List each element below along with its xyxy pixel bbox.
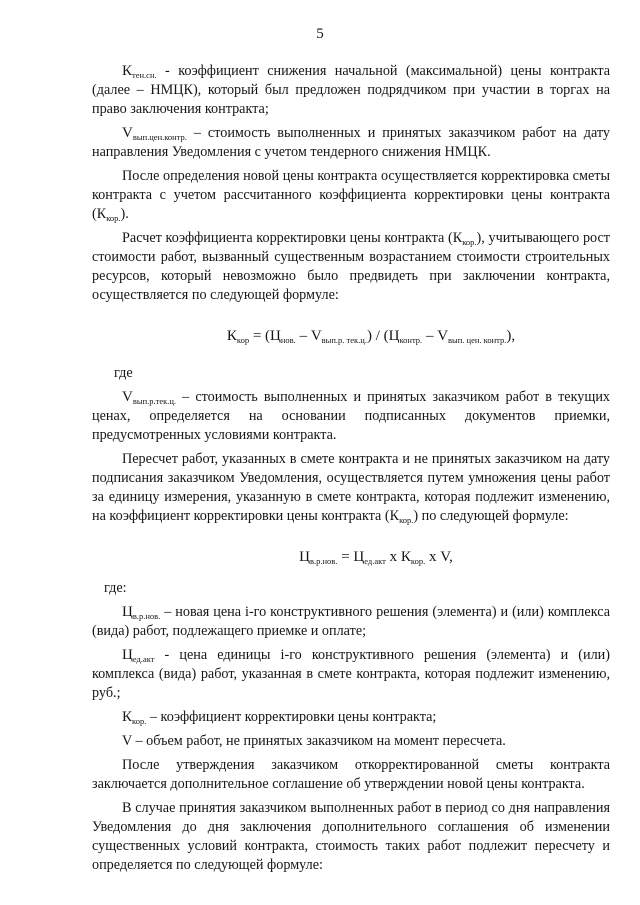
page-number: 5 <box>316 26 324 42</box>
formula-part: = (Ц <box>249 328 281 344</box>
subscript: вып.цен.контр. <box>132 132 187 142</box>
paragraph-price-correction <box>92 167 610 224</box>
formula-lhs: Ц <box>299 549 310 565</box>
subscript: кор. <box>399 515 414 525</box>
formula-sub: в.р.нов. <box>309 556 338 566</box>
paragraph-text-end: ) по следующей формуле: <box>413 508 569 524</box>
formula-part: ) / (Ц <box>366 328 400 344</box>
formula-sub: нов. <box>280 335 296 345</box>
paragraph-recalculation <box>92 450 610 526</box>
definition-c-vr-nov <box>92 603 610 641</box>
where-label: где <box>114 365 133 381</box>
paragraph-text-end: ). <box>120 206 129 222</box>
paragraph-text: – новая цена i-го конструктивного решения (элемента) и (или) комплекса (вида) работ, подлежащего приемке и оплате; <box>92 604 610 639</box>
formula-part: – V <box>295 328 322 344</box>
symbol: V <box>122 125 133 141</box>
subscript: кор. <box>106 213 121 223</box>
formula-sub: кор <box>236 335 250 345</box>
paragraph-text: – коэффициент корректировки цены контракта; <box>146 709 437 725</box>
paragraph-text: – стоимость выполненных и принятых заказчиком работ на дату направления Уведомления с учетом тендерного снижения НМЦК. <box>92 125 610 160</box>
paragraph-additional-agreement: После утверждения заказчиком откорректированной сметы контракта заключается дополнительное соглашение об утверждении новой цены контракта. <box>92 757 610 792</box>
symbol: V <box>122 389 133 405</box>
paragraph-text: После определения новой цены контракта осуществляется корректировка сметы контракта с учетом рассчитанного коэффициента корректировки цены контракта (К <box>92 168 610 222</box>
paragraph-v-vyp-r-tek <box>92 388 610 445</box>
formula-part: х К <box>385 549 411 565</box>
subscript: кор. <box>132 716 147 726</box>
document-body <box>92 62 610 875</box>
subscript: в.р.нов. <box>132 611 161 621</box>
formula-part: = Ц <box>337 549 365 565</box>
paragraph-accepted-works: В случае принятия заказчиком выполненных работ в период со дня направления Уведомления до дня заключения дополнительного соглашения об изменении существенных условий контракта, стоимость таких работ подлежит пересчету и определяется по следующей формуле: <box>92 800 610 873</box>
formula-part: – V <box>422 328 449 344</box>
symbol: К <box>122 63 133 79</box>
subscript: ед.акт <box>132 654 155 664</box>
formula-part: ), <box>506 328 516 344</box>
paragraph-coefficient-calc <box>92 229 610 305</box>
formula-sub: вып.р. тек.ц. <box>321 335 367 345</box>
formula-c-vr-nov <box>92 548 610 567</box>
formula-k-kor <box>92 327 610 346</box>
subscript: вып.р.тек.ц. <box>132 396 177 406</box>
paragraph-v-vyp-cen-kontr <box>92 124 610 162</box>
formula-lhs: К <box>226 328 237 344</box>
definition-v: V – объем работ, не принятых заказчиком на момент пересчета. <box>122 733 506 749</box>
subscript: кор. <box>462 237 477 247</box>
paragraph-text-end: ), учитывающего рост стоимости работ, вызванный существенным возрастанием стоимости строительных ресурсов, который невозможно было предвидеть при заключении контракта, осуществляется по следующей формуле: <box>92 230 610 303</box>
formula-part: х V, <box>425 549 453 565</box>
symbol: Ц <box>122 604 133 620</box>
paragraph-text: - коэффициент снижения начальной (максимальной) цены контракта (далее – НМЦК), который был предложен подрядчиком при участии в торгах на право заключения контракта; <box>92 63 610 117</box>
paragraph-text: – стоимость выполненных и принятых заказчиком работ в текущих ценах, определяется на основании подписанных документов приемки, предусмотренных условиями контракта. <box>92 389 610 443</box>
paragraph-text: Расчет коэффициента корректировки цены контракта (К <box>122 230 463 246</box>
subscript: тен.сн. <box>132 70 157 80</box>
formula-sub: контр. <box>399 335 423 345</box>
paragraph-text: Пересчет работ, указанных в смете контракта и не принятых заказчиком на дату подписания заказчиком Уведомления, осуществляется путем умножения цены работ за единицу измерения, указанную в смете контракта, которая подлежит изменению, на коэффициент корректировки цены контракта (К <box>92 451 610 524</box>
symbol: Ц <box>122 647 133 663</box>
paragraph-text: - цена единицы i-го конструктивного решения (элемента) и (или) комплекса (вида) работ, указанная в смете контракта, которая подлежит изменению, руб.; <box>92 647 610 701</box>
formula-sub: вып. цен. контр. <box>448 335 507 345</box>
formula-sub: ед.акт <box>364 556 386 566</box>
paragraph-k-ten-sn <box>92 62 610 119</box>
formula-sub: кор. <box>410 556 426 566</box>
symbol: К <box>122 709 133 725</box>
definition-k-kor <box>92 708 610 727</box>
definition-c-ed-akt <box>92 646 610 703</box>
where-label: где: <box>104 580 127 596</box>
